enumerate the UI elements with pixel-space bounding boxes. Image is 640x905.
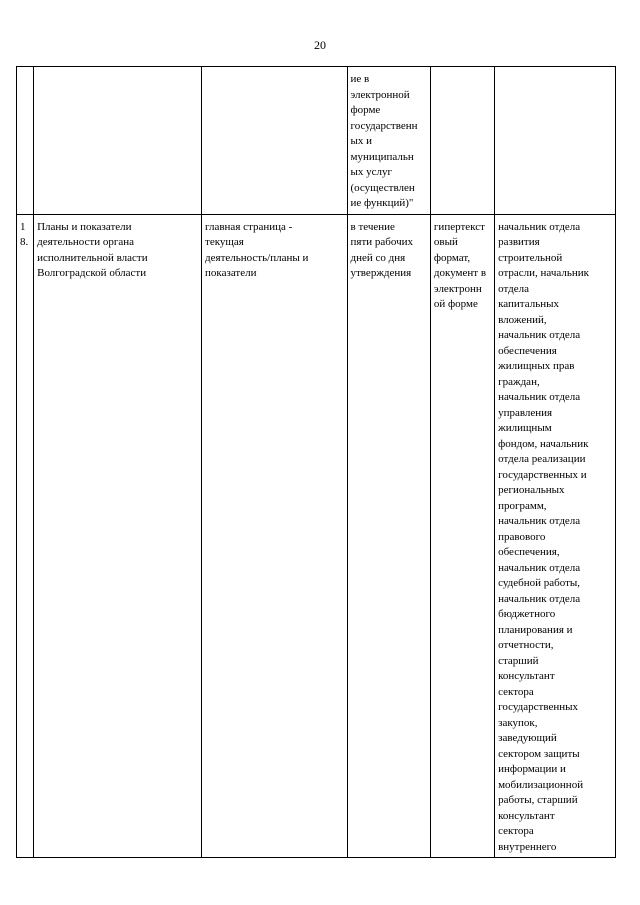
update-term-cell: ие в электронной форме государственн ых и муниципальн ых услуг (осуществлен ие функций)" — [347, 67, 430, 215]
information-disclosure-table — [16, 66, 616, 858]
site-section-cell — [202, 67, 347, 215]
row-number-cell — [17, 67, 34, 215]
table-row-18 — [17, 214, 616, 858]
update-term-cell: в течение пяти рабочих дней со дня утверждения — [347, 214, 430, 858]
format-cell: гипертекст овый формат, документ в электронн ой форме — [430, 214, 494, 858]
row-number-cell: 18. — [17, 214, 34, 858]
info-name-cell: Планы и показатели деятельности органа исполнительной власти Волгоградской области — [34, 214, 202, 858]
site-section-cell: главная страница - текущая деятельность/планы и показатели — [202, 214, 347, 858]
format-cell — [430, 67, 494, 215]
responsible-cell: начальник отдела развития строительной отрасли, начальник отдела капитальных вложений, начальник отдела обеспечения жилищных прав граждан, начальник отдела управления жилищным фондом, начальник отдела реализации государственных и региональных программ, начальник отдела правового обеспечения, начальник отдела судебной работы, начальник отдела бюджетного планирования и отчетности, старший консультант сектора государственных закупок, заведующий сектором защиты информации и мобилизационной работы, старший консультант сектора внутреннего — [495, 214, 616, 858]
info-name-cell — [34, 67, 202, 215]
page-number: 20 — [314, 38, 326, 52]
responsible-cell — [495, 67, 616, 215]
table-row-continued — [17, 67, 616, 215]
